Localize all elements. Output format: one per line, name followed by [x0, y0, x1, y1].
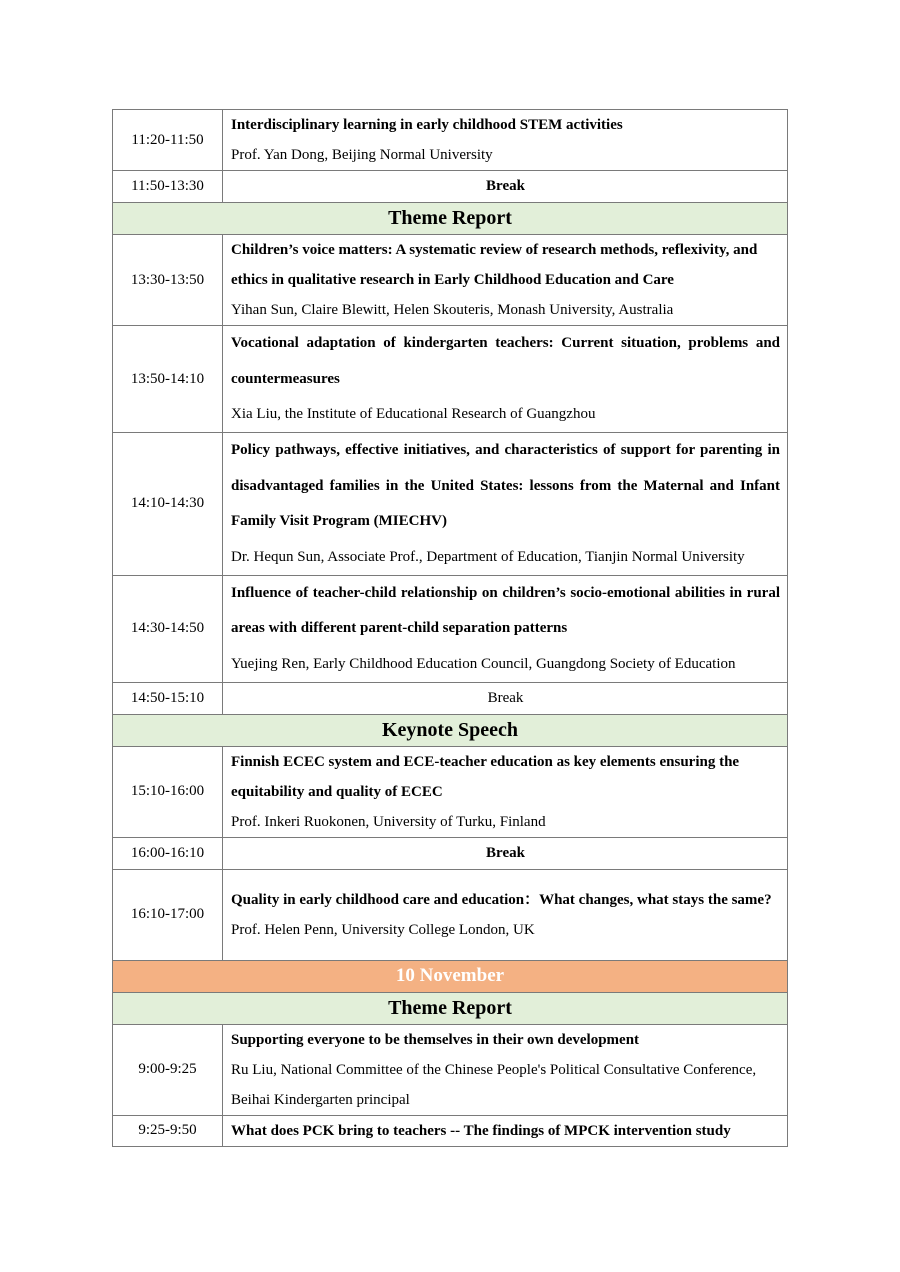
date-header-row [113, 960, 788, 992]
session-title: Vocational adaptation of kindergarten teachers: Current situation, problems and countermeasures [231, 335, 780, 387]
session-time: 14:30-14:50 [113, 575, 223, 682]
session-speaker: Ru Liu, National Committee of the Chinese People's Political Consultative Conference, Beihai Kindergarten principal [231, 1061, 757, 1108]
session-row [113, 575, 788, 682]
session-row [113, 1024, 788, 1115]
break-label: Break [223, 682, 788, 714]
section-header: Keynote Speech [113, 714, 788, 746]
session-time: 11:20-11:50 [113, 110, 223, 171]
session-title: Quality in early childhood care and education：What changes, what stays the same? [231, 891, 772, 908]
session-row [113, 326, 788, 433]
session-time: 16:10-17:00 [113, 869, 223, 960]
break-label: Break [223, 837, 788, 869]
date-header: 10 November [113, 960, 788, 992]
session-time: 15:10-16:00 [113, 746, 223, 837]
session-row [113, 235, 788, 326]
session-row [113, 110, 788, 171]
session-title: What does PCK bring to teachers -- The findings of MPCK intervention study [231, 1122, 731, 1139]
break-row [113, 682, 788, 714]
session-title: Supporting everyone to be themselves in their own development [231, 1031, 640, 1048]
section-header: Theme Report [113, 992, 788, 1024]
session-time: 13:30-13:50 [113, 235, 223, 326]
break-row [113, 171, 788, 203]
session-row [113, 1115, 788, 1146]
session-title: Children’s voice matters: A systematic review of research methods, reflexivity, and ethics in qualitative research in Early Childhood Education and Care [231, 242, 758, 288]
session-speaker: Yihan Sun, Claire Blewitt, Helen Skouteris, Monash University, Australia [231, 302, 674, 318]
section-header-row [113, 992, 788, 1024]
session-title: Influence of teacher-child relationship on children’s socio-emotional abilities in rural areas with different parent-child separation patterns [231, 584, 780, 636]
session-time: 9:00-9:25 [113, 1024, 223, 1115]
session-title: Policy pathways, effective initiatives, and characteristics of support for parenting in disadvantaged families in the United States: lessons from the Maternal and Infant Family Visit Program (MIECHV) [231, 442, 780, 529]
section-header: Theme Report [113, 203, 788, 235]
section-header-row [113, 714, 788, 746]
session-speaker: Prof. Helen Penn, University College London, UK [231, 921, 535, 938]
session-row [113, 746, 788, 837]
session-speaker: Prof. Yan Dong, Beijing Normal University [231, 147, 493, 163]
session-title: Finnish ECEC system and ECE-teacher education as key elements ensuring the equitability and quality of ECEC [231, 753, 740, 800]
session-time: 14:10-14:30 [113, 433, 223, 576]
section-header-row [113, 203, 788, 235]
session-speaker: Prof. Inkeri Ruokonen, University of Turku, Finland [231, 813, 546, 830]
session-title: Interdisciplinary learning in early childhood STEM activities [231, 117, 623, 133]
session-time: 13:50-14:10 [113, 326, 223, 433]
break-row [113, 837, 788, 869]
session-speaker: Dr. Hequn Sun, Associate Prof., Department of Education, Tianjin Normal University [231, 548, 745, 565]
break-time: 11:50-13:30 [113, 171, 223, 203]
schedule-table [112, 109, 788, 1147]
session-time: 9:25-9:50 [113, 1115, 223, 1146]
session-speaker: Xia Liu, the Institute of Educational Research of Guangzhou [231, 406, 596, 422]
break-time: 14:50-15:10 [113, 682, 223, 714]
session-row [113, 869, 788, 960]
break-time: 16:00-16:10 [113, 837, 223, 869]
break-label: Break [223, 171, 788, 203]
session-speaker: Yuejing Ren, Early Childhood Education Council, Guangdong Society of Education [231, 655, 736, 672]
session-row [113, 433, 788, 576]
